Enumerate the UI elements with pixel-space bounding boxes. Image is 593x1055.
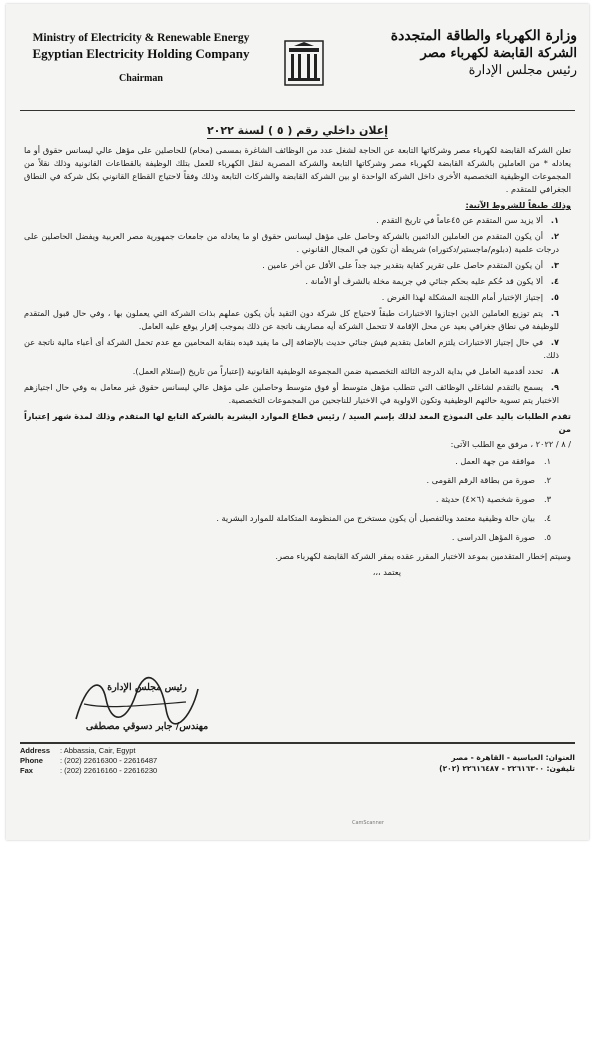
ministry-name-en: Ministry of Electricity & Renewable Energy: [32, 32, 250, 44]
header-arabic: [347, 28, 577, 78]
footer: [20, 746, 575, 786]
company-name-en: Egyptian Electricity Holding Company: [32, 46, 250, 61]
pharaonic-temple-logo-icon: [284, 40, 324, 86]
list-item: ٧.في حال إجتياز الاختبارات يلتزم العامل بتقديم فيش جنائي حديث بالإضافة إلى ما يفيد قيده بنقابة المحامين مع عدم تحمل الشركة أى أعباء مالية ناتجة عن ذلك.: [24, 337, 559, 360]
document-sheet: [6, 4, 589, 840]
conditions-heading: وذلك طبقاً للشروط الآتية:: [465, 200, 571, 210]
list-item: ١.ألا يزيد سن المتقدم عن ٤٥عاماً في تاريخ التقدم .: [376, 215, 559, 225]
list-item: ٣.أن يكون المتقدم حاصل على تقرير كفاية بتقدير جيد جداً على الأقل عن أخر عامين .: [262, 260, 559, 270]
scanner-watermark: CamScanner: [352, 820, 384, 826]
ministry-name-ar: وزارة الكهرباء والطاقة المتجددة: [390, 28, 577, 44]
list-item: ٨.تحدد أقدمية العامل في بداية الدرجة الثالثة التخصصية ضمن المجموعة الوظيفية القانونية (إعتباراً من تاريخ (إستلام العمل).: [132, 366, 559, 376]
footer-divider: [20, 742, 575, 744]
list-item: ١.موافقة من جهة العمل .: [455, 456, 551, 466]
list-item: ٤.ألا يكون قد حُكم عليه بحكم جنائي في جريمة مخلة بالشرف أو الأمانة .: [305, 276, 559, 286]
list-item: ٢.صورة من بطاقة الرقم القومى .: [426, 475, 551, 485]
list-item: ٤.بيان حالة وظيفية معتمد وبالتفصيل أن يكون مستخرج من المنظومة المتكاملة للموارد البشرية .: [216, 513, 551, 523]
list-item: ٢.أن يكون المتقدم من العاملين الدائمين بالشركة وحاصل على مؤهل ليسانس حقوق او ما يعادله من جامعات جمهورية مصر العربية ويفضل الحاصلين على درجات علمية (دبلوم/ماجستير/دكتوراه) شريطة أن تكون في المجال القانوني .: [24, 231, 559, 254]
exam-notice: وسيتم إخطار المتقدمين بموعد الاختبار المقرر عقده بمقر الشركة القابضة لكهرباء مصر.: [275, 551, 571, 561]
application-date: / ٨ / ٢٠٢٢ ، مرفق مع الطلب الآتى:: [450, 439, 571, 449]
announcement-title: إعلان داخلي رقم ( ٥ ) لسنة ٢٠٢٢: [206, 124, 389, 137]
position-en: Chairman: [119, 73, 163, 84]
list-item: ٩.يسمح بالتقدم لشاغلي الوظائف التي تتطلب مؤهل متوسط أو فوق متوسط وحاصلين على مؤهل عالي ليسانس حقوق غير معامل به وفي حال اجتيازهم الاختبار يتم تسوية حالتهم الوظيفية وتكون الاولوية في الاختيار للناجحين من المجموعات التخصصية.: [24, 382, 559, 405]
company-name-ar: الشركة القابضة لكهرباء مصر: [420, 46, 577, 61]
list-item: ٣.صورة شخصية (٦×٤) حديثة .: [435, 494, 551, 504]
required-documents-list: [24, 455, 571, 544]
signature-block: [72, 682, 222, 732]
position-ar: رئيس مجلس الإدارة: [468, 63, 577, 78]
list-item: ٥.إجتياز الإختبار أمام اللجنة المشكلة لهذا الغرض .: [381, 292, 559, 302]
footer-arabic: العنوان: العباسية - القاهرة - مصر تليفون: ٢٢٦١٦٣٠٠ - ٢٢٦١٦٤٨٧ (٢٠٢): [439, 753, 575, 773]
signatory-title: رئيس مجلس الإدارة: [107, 682, 187, 693]
announcement-body: [24, 144, 571, 579]
header-divider: [20, 110, 575, 111]
closing-text: يعتمد ،،،: [372, 567, 401, 577]
list-item: ٦.يتم توزيع العاملين الذين اجتازوا الاختبارات طبقاً لاحتياج كل شركة دون التقيد بأن يكون عملهم بذات الشركة التي يعملون بها ، وفي حال قبول المتقدم للوظيفة في نطاق جغرافي بعيد عن محل الإقامة لا تتحمل الشركة أيه مصاريف ناتجة عن ذلك بموجب إقرار يوقع عليه العامل.: [24, 308, 559, 331]
conditions-list: [24, 214, 571, 407]
list-item: ٥.صورة المؤهل الدراسى .: [451, 532, 551, 542]
header-english: [16, 32, 266, 84]
application-instructions: تقدم الطلبات باليد على النموذج المعد لذلك بإسم السيد / رئيس قطاع الموارد البشرية بالشركة التابع لها المتقدم وذلك لمدة شهر إعتباراً من: [24, 411, 571, 434]
intro-paragraph: تعلن الشركة القابضة لكهرباء مصر وشركاتها التابعة عن الحاجة لشغل عدد من الوظائف الشاغرة بمسمى (محام) للحاصلين على مؤهل عالي ليسانس حقوق أو ما يعادله * من العاملين بالشركة القابضة لكهرباء مصر وشركاتها التابعة والشركة المصرية لنقل الكهرباء للعمل بتلك الوظيفة بالقطاعات القانونية وذلك نقلاً من المجموعات الوظيفية التخصصية الأخرى داخل الشركة الواحدة او بين الشركة القابضة والشركات التابعة وذلك وفقاً لاحتياج القطاع القانوني بكل شركة في النطاق الجغرافي للمتقدم .: [24, 145, 571, 194]
signatory-name: مهندس/ جابر دسوقي مصطفى: [85, 721, 209, 732]
footer-english: Address : Abbassia, Cair, Egypt Phone : (202) 22616300 - 22616487 Fax : (202) 22616160 - 22616230: [20, 746, 158, 775]
